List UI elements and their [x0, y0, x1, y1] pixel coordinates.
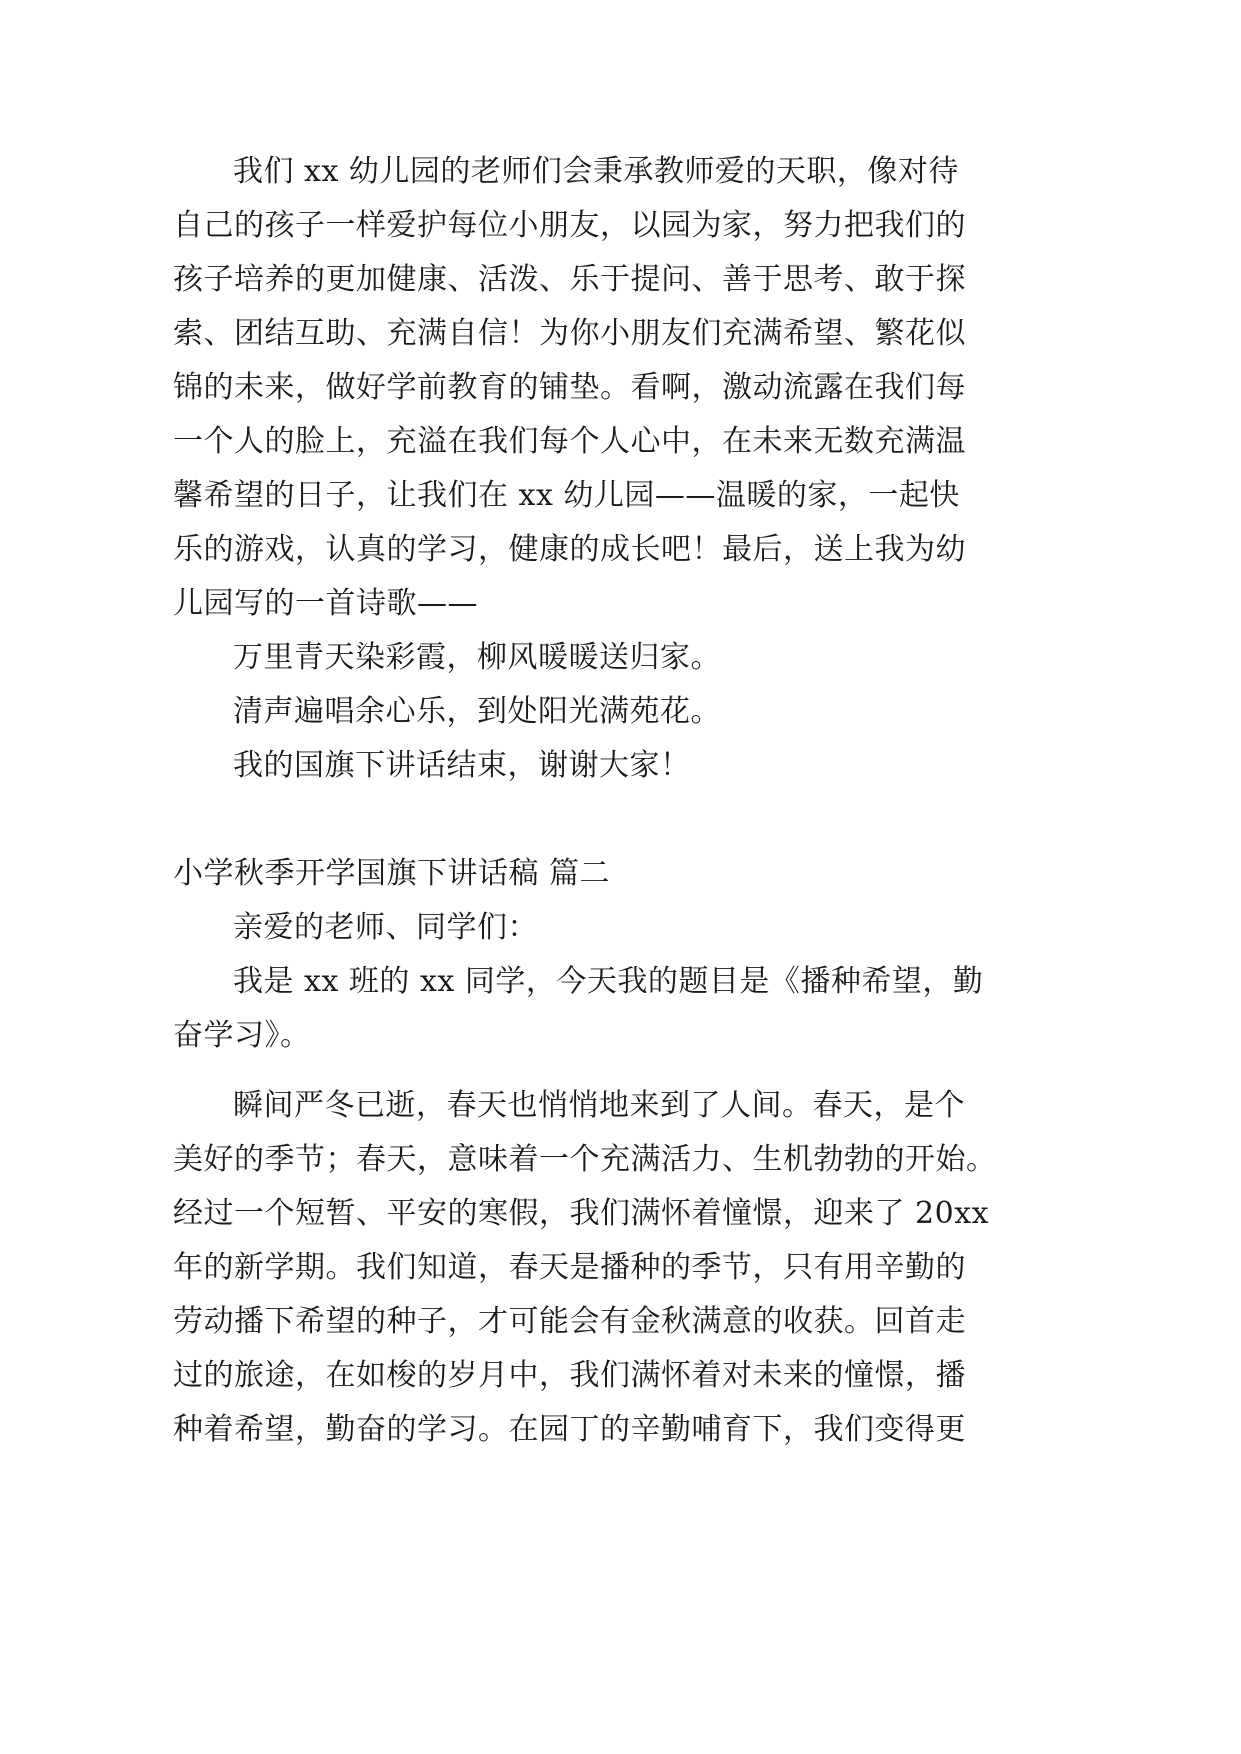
paragraph1-line: 自己的孩子一样爱护每位小朋友，以园为家，努力把我们的 [173, 208, 966, 243]
poem-line-2: 清声遍唱余心乐，到处阳光满苑花。 [233, 694, 721, 729]
paragraph3-line: 年的新学期。我们知道，春天是播种的季节，只有用辛勤的 [173, 1250, 966, 1285]
paragraph1-line: 乐的游戏，认真的学习，健康的成长吧！最后，送上我为幼 [173, 532, 966, 567]
paragraph1-line: 锦的未来，做好学前教育的铺垫。看啊，激动流露在我们每 [173, 370, 966, 405]
paragraph1-line: 我们 xx 幼儿园的老师们会秉承教师爱的天职，像对待 [233, 154, 959, 189]
salutation: 亲爱的老师、同学们： [233, 910, 538, 945]
paragraph1-line: 馨希望的日子，让我们在 xx 幼儿园——温暖的家，一起快 [173, 478, 960, 513]
poem-line-1: 万里青天染彩霞，柳风暖暖送归家。 [233, 640, 721, 675]
paragraph3-line: 种着希望，勤奋的学习。在园丁的辛勤哺育下，我们变得更 [173, 1412, 966, 1447]
paragraph3-line: 劳动播下希望的种子，才可能会有金秋满意的收获。回首走 [173, 1304, 966, 1339]
paragraph3-line: 经过一个短暂、平安的寒假，我们满怀着憧憬，迎来了 20xx [173, 1196, 990, 1231]
paragraph2-line: 奋学习》。 [173, 1018, 311, 1053]
paragraph3-line: 美好的季节；春天，意味着一个充满活力、生机勃勃的开始。 [173, 1142, 997, 1177]
paragraph1-line: 索、团结互助、充满自信！为你小朋友们充满希望、繁花似 [173, 316, 966, 351]
section-title: 小学秋季开学国旗下讲话稿 篇二 [173, 856, 611, 891]
paragraph3-line: 过的旅途，在如梭的岁月中，我们满怀着对未来的憧憬，播 [173, 1358, 966, 1393]
paragraph1-line: 孩子培养的更加健康、活泼、乐于提问、善于思考、敢于探 [173, 262, 966, 297]
closing-line: 我的国旗下讲话结束，谢谢大家！ [233, 748, 691, 783]
paragraph2-line: 我是 xx 班的 xx 同学，今天我的题目是《播种希望，勤 [233, 964, 984, 999]
paragraph1-line: 儿园写的一首诗歌—— [173, 586, 478, 621]
paragraph3-line: 瞬间严冬已逝，春天也悄悄地来到了人间。春天，是个 [233, 1088, 965, 1123]
paragraph1-line: 一个人的脸上，充溢在我们每个人心中，在未来无数充满温 [173, 424, 966, 459]
